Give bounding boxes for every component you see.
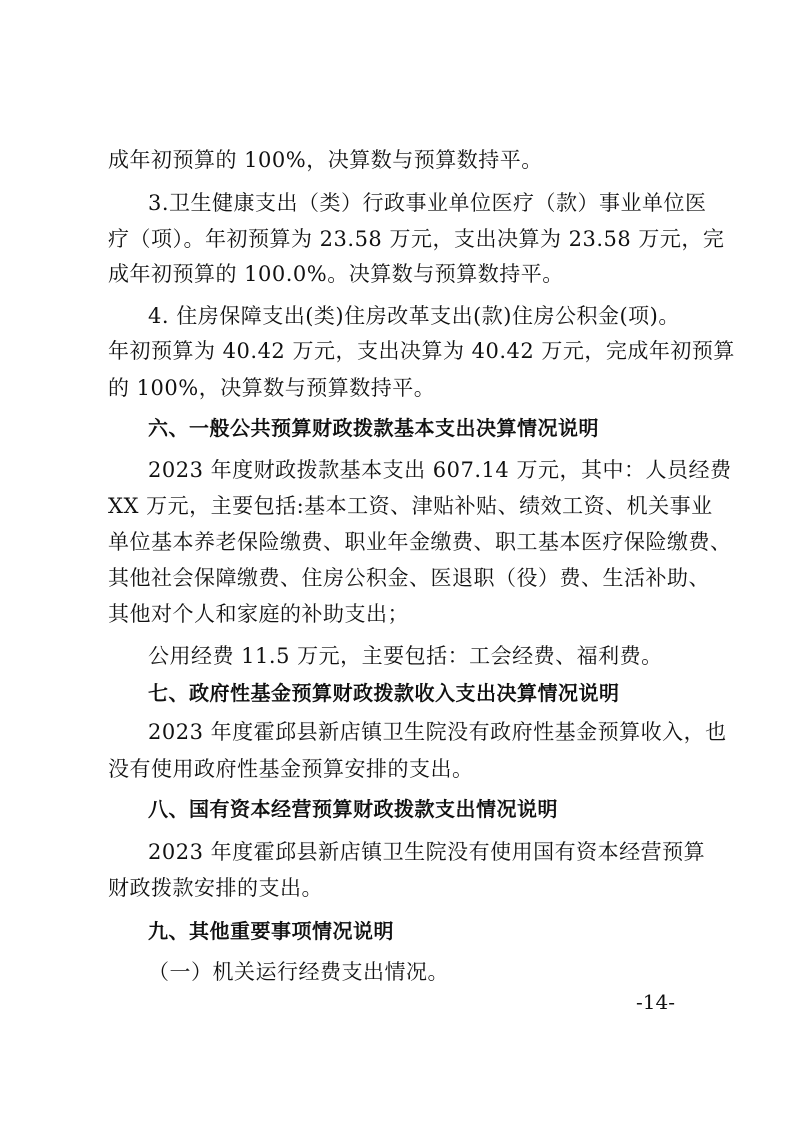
body-text-line: 2023 年度财政拨款基本支出 607.14 万元，其中：人员经费 xyxy=(148,458,732,482)
body-text-line: 成年初预算的 100%，决算数与预算数持平。 xyxy=(108,148,543,172)
body-text-line: （一）机关运行经费支出情况。 xyxy=(148,960,449,984)
body-text-line: 其他社会保障缴费、住房公积金、医退职（役）费、生活补助、 xyxy=(108,566,710,590)
body-text-line: 2023 年度霍邱县新店镇卫生院没有使用国有资本经营预算 xyxy=(148,840,706,864)
body-text-line: 年初预算为 40.42 万元，支出决算为 40.42 万元，完成年初预算 xyxy=(108,339,735,363)
body-text-line: 的 100%，决算数与预算数持平。 xyxy=(108,376,436,400)
body-text-line: 其他对个人和家庭的补助支出； xyxy=(108,602,409,626)
body-text-line: 公用经费 11.5 万元，主要包括：工会经费、福利费。 xyxy=(148,644,663,668)
section-heading: 九、其他重要事项情况说明 xyxy=(148,919,394,943)
section-heading: 六、一般公共预算财政拨款基本支出决算情况说明 xyxy=(148,416,599,440)
page-number-text: -14- xyxy=(636,990,675,1014)
body-text-line: 财政拨款安排的支出。 xyxy=(108,876,323,900)
body-text-line: XX 万元，主要包括:基本工资、津贴补贴、绩效工资、机关事业 xyxy=(108,494,713,518)
section-heading: 七、政府性基金预算财政拨款收入支出决算情况说明 xyxy=(148,681,620,705)
section-heading: 八、国有资本经营预算财政拨款支出情况说明 xyxy=(148,797,558,821)
body-text-line: 4. 住房保障支出(类)住房改革支出(款)住房公积金(项)。 xyxy=(148,304,680,328)
body-text-line: 单位基本养老保险缴费、职业年金缴费、职工基本医疗保险缴费、 xyxy=(108,530,732,554)
body-text-line: 2023 年度霍邱县新店镇卫生院没有政府性基金预算收入，也 xyxy=(148,720,727,744)
body-text-line: 疗（项）。年初预算为 23.58 万元，支出决算为 23.58 万元，完 xyxy=(108,227,725,251)
body-text-line: 3.卫生健康支出（类）行政事业单位医疗（款）事业单位医 xyxy=(148,191,707,215)
body-text-line: 没有使用政府性基金预算安排的支出。 xyxy=(108,757,474,781)
body-text-line: 成年初预算的 100.0%。决算数与预算数持平。 xyxy=(108,262,564,286)
